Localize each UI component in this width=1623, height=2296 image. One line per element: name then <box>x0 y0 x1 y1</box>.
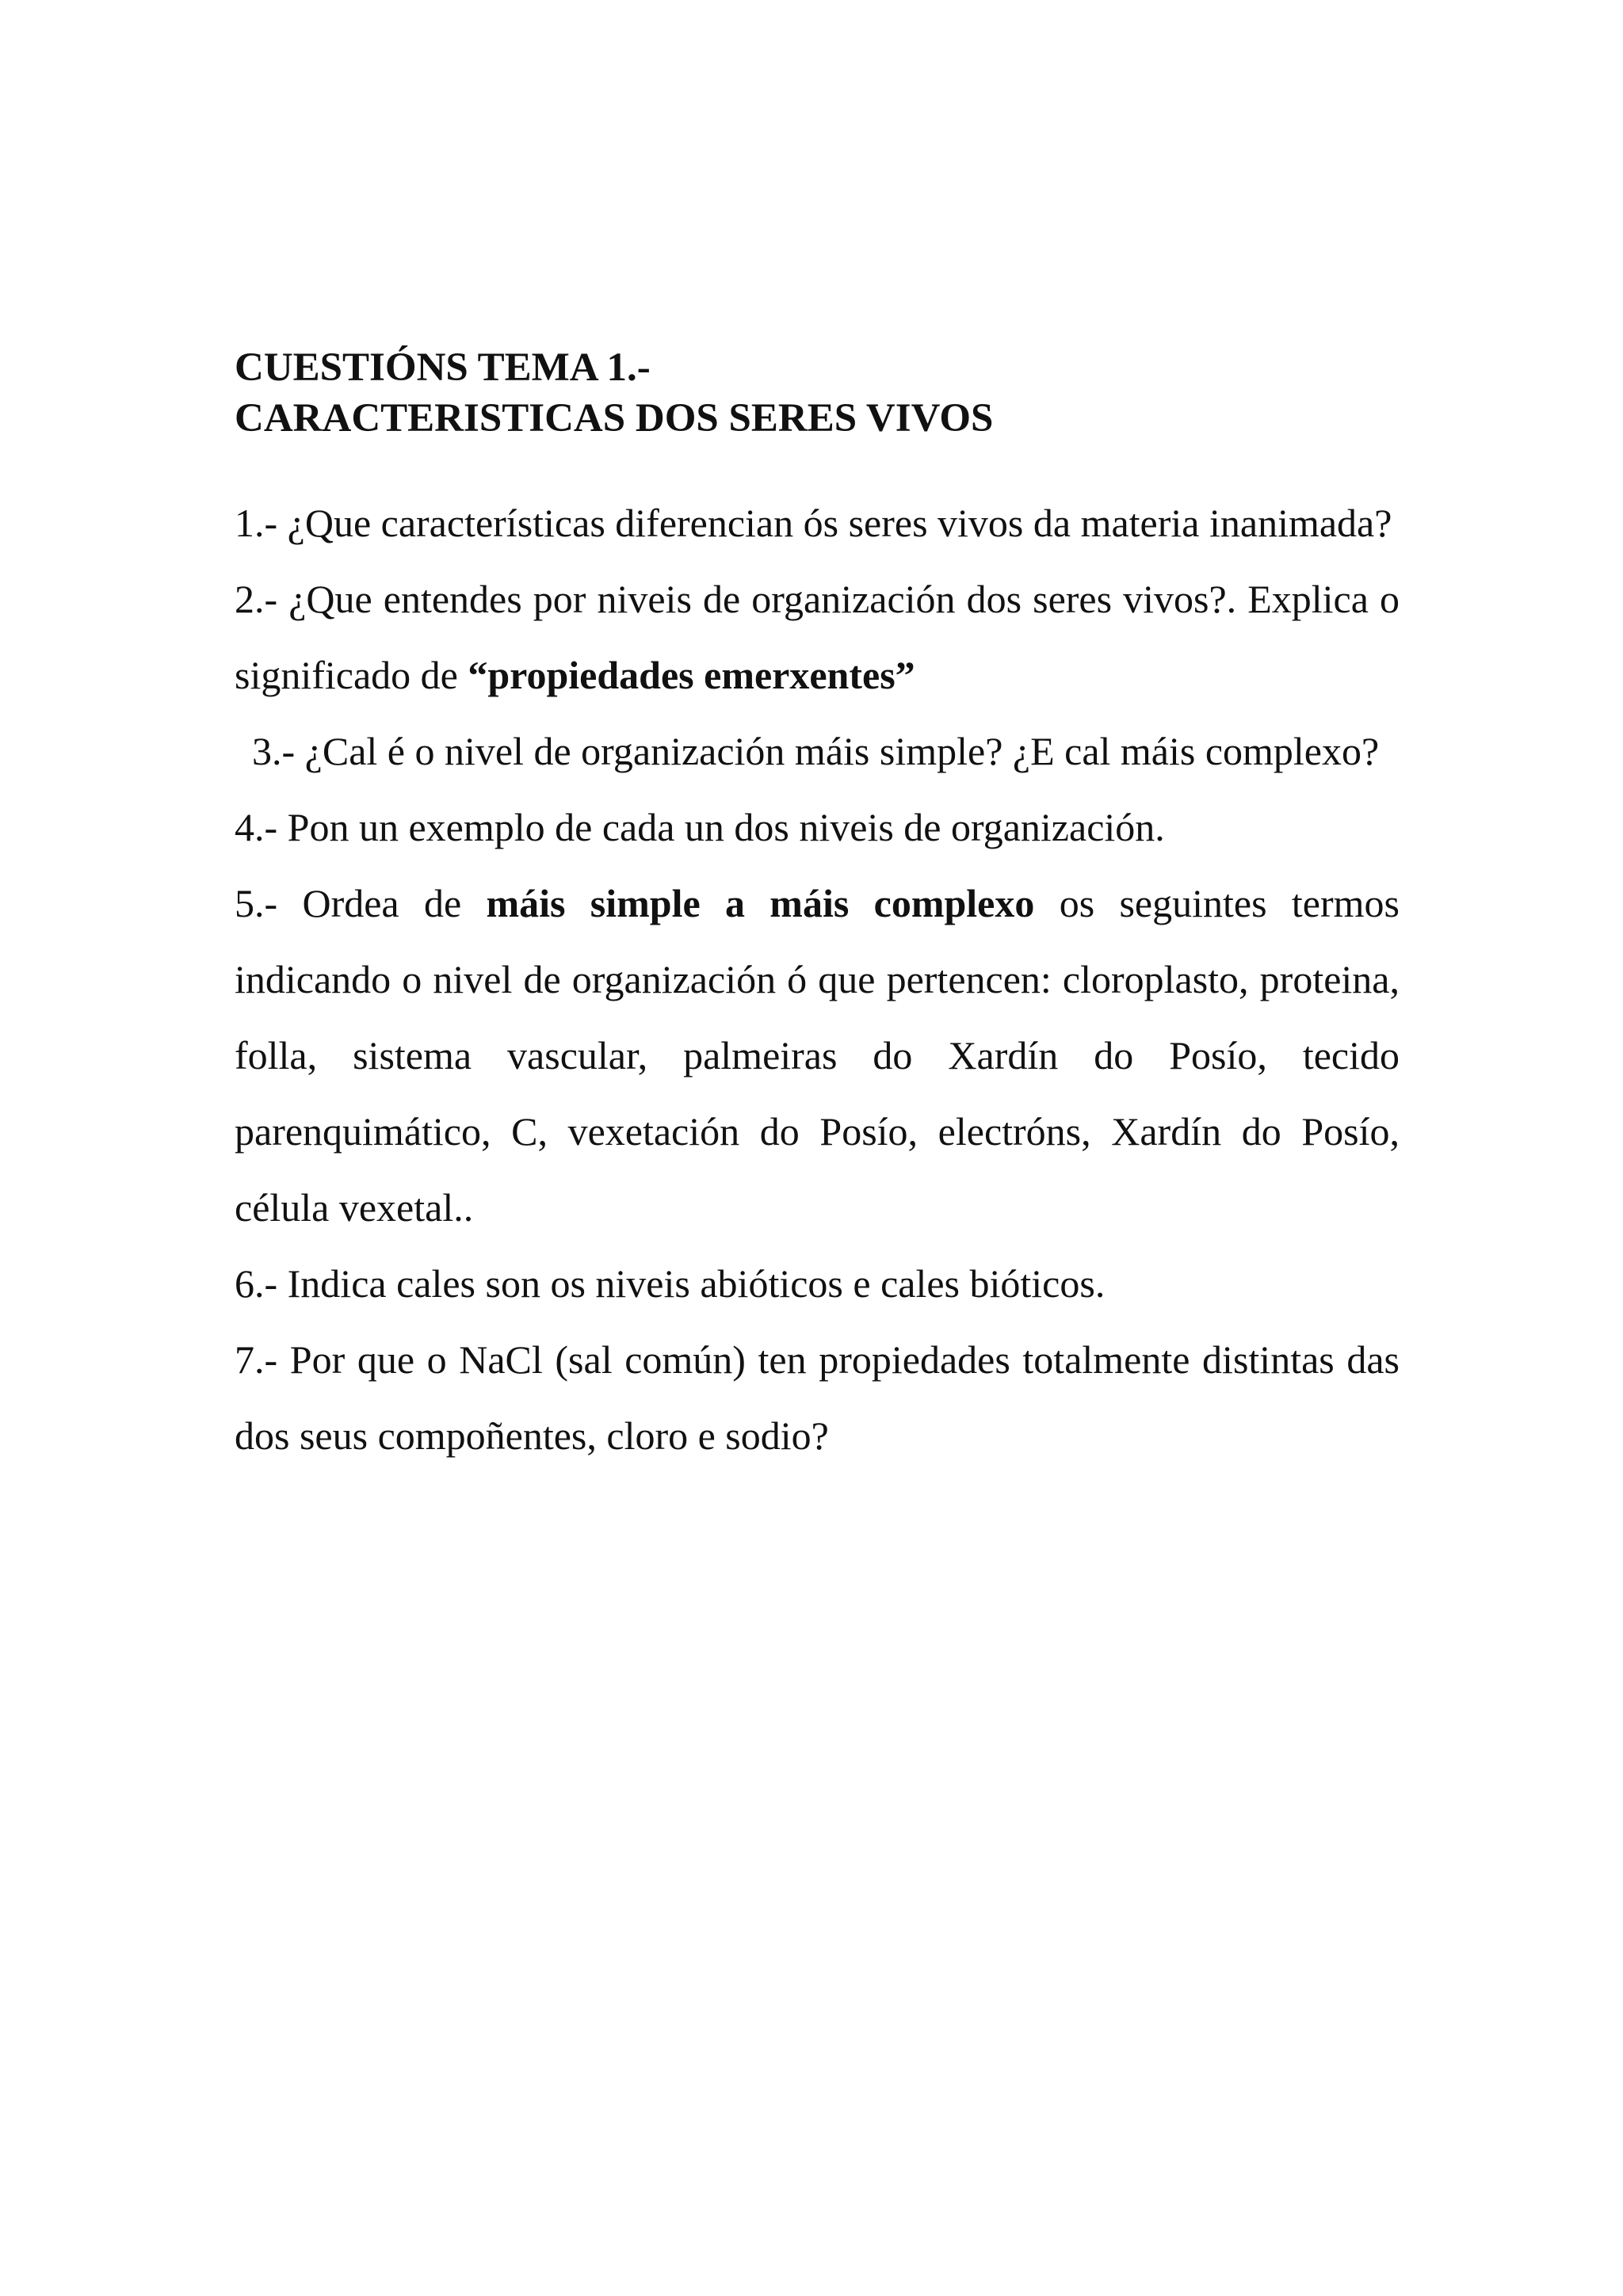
title-line-1: CUESTIÓNS TEMA 1.- <box>235 345 651 390</box>
question-1-text: 1.- ¿Que características diferencian ós seres vivos da materia inanimada? <box>235 501 1392 545</box>
question-7-text: 7.- Por que o NaCl (sal común) ten propiedades totalmente distintas das dos seus compoñentes, cloro e sodio? <box>235 1337 1400 1458</box>
question-4-text: 4.- Pon un exemplo de cada un dos niveis de organización. <box>235 805 1165 849</box>
question-5-bold-term: máis simple a máis complexo <box>486 881 1035 925</box>
question-7 <box>235 1322 1400 1474</box>
question-2-bold-term: “propiedades emerxentes” <box>468 653 915 697</box>
question-list <box>235 485 1400 1474</box>
question-5 <box>235 865 1400 1245</box>
question-1 <box>235 485 1400 561</box>
question-3 <box>235 713 1400 789</box>
question-2-text: 2.- ¿Que entendes por niveis de organización dos seres vivos?. Explica o significado de <box>235 577 1400 697</box>
question-2 <box>235 561 1400 713</box>
title-line-2: CARACTERISTICAS DOS SERES VIVOS <box>235 396 994 441</box>
question-6 <box>235 1245 1400 1322</box>
page-title <box>235 342 1423 444</box>
question-5-text-before: 5.- Ordea de <box>235 881 487 925</box>
question-5-text-after: os seguintes termos indicando o nivel de organización ó que pertencen: cloroplasto, proteina, folla, sistema vascular, palmeiras do Xardín do Posío, tecido parenquimático, C, vexetación do Posío, electróns, Xardín do Posío, célula vexetal.. <box>235 881 1400 1230</box>
question-3-text: 3.- ¿Cal é o nivel de organización máis simple? ¿E cal máis complexo? <box>252 729 1380 773</box>
question-4 <box>235 789 1400 865</box>
question-6-text: 6.- Indica cales son os niveis abióticos e cales bióticos. <box>235 1261 1106 1306</box>
